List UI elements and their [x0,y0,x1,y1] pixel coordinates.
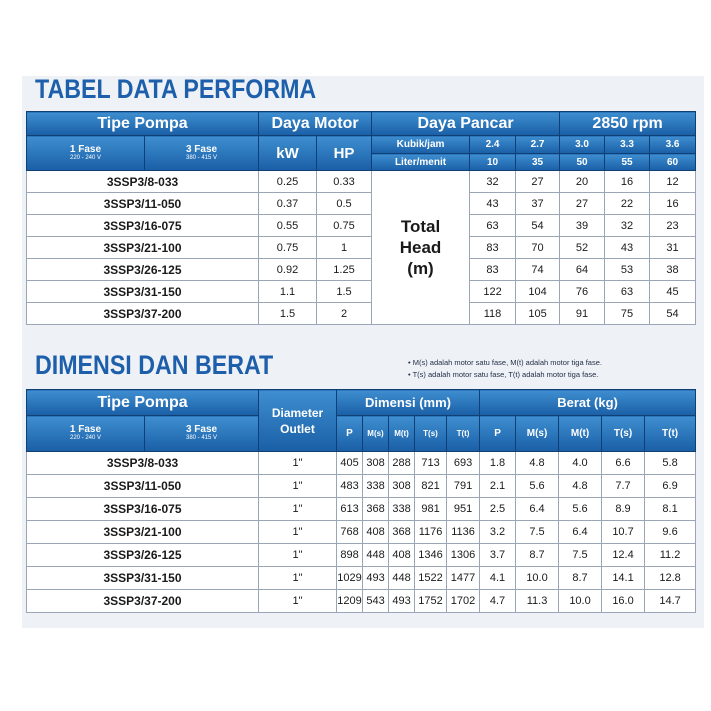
weight-value: 7.5 [516,521,559,544]
motor-kw: 0.25 [259,171,317,193]
col-dim: M(s) [363,416,389,452]
header-kw: kW [259,136,317,171]
flow-lpm: 60 [650,154,696,171]
head-value: 43 [470,193,516,215]
header-rpm: 2850 rpm [560,112,696,136]
header-phase1: 1 Fase 220 - 240 V [27,136,145,171]
weight-value: 14.7 [645,590,696,613]
weight-value: 8.7 [516,544,559,567]
dimension-value: 1702 [447,590,480,613]
table-row [27,303,696,325]
head-value: 63 [470,215,516,237]
dimension-value: 1522 [415,567,447,590]
dimension-value: 1477 [447,567,480,590]
head-value: 22 [605,193,650,215]
weight-value: 7.7 [602,475,645,498]
col-dim: M(t) [389,416,415,452]
dimension-value: 288 [389,452,415,475]
dimension-value: 821 [415,475,447,498]
outlet-diameter: 1" [259,590,337,613]
dimension-value: 338 [389,498,415,521]
motor-kw: 1.1 [259,281,317,303]
flow-lpm: 50 [560,154,605,171]
weight-value: 4.8 [559,475,602,498]
table-row [27,544,696,567]
flow-lpm: 10 [470,154,516,171]
dimension-value: 308 [363,452,389,475]
head-value: 16 [650,193,696,215]
weight-value: 5.8 [645,452,696,475]
dimension-value: 408 [363,521,389,544]
header-flow: Daya Pancar [372,112,560,136]
weight-value: 5.6 [516,475,559,498]
header-dimensions: Dimensi (mm) [337,390,480,416]
head-value: 70 [516,237,560,259]
table-row [27,590,696,613]
dimension-value: 405 [337,452,363,475]
head-value: 20 [560,171,605,193]
motor-kw: 0.92 [259,259,317,281]
head-value: 76 [560,281,605,303]
head-value: 31 [650,237,696,259]
flow-lpm: 55 [605,154,650,171]
weight-value: 11.3 [516,590,559,613]
table-row [27,452,696,475]
head-value: 32 [605,215,650,237]
outlet-diameter: 1" [259,544,337,567]
header-pump-type: Tipe Pompa [27,390,259,416]
model-name: 3SSP3/37-200 [27,303,259,325]
weight-value: 4.0 [559,452,602,475]
dimension-value: 483 [337,475,363,498]
dimension-value: 1346 [415,544,447,567]
flow-m3: 3.0 [560,136,605,154]
dimension-value: 1176 [415,521,447,544]
col-weight: M(s) [516,416,559,452]
flow-m3: 2.4 [470,136,516,154]
head-value: 122 [470,281,516,303]
performance-title: TABEL DATA PERFORMA [35,74,317,104]
total-head-label: Total Head (m) [372,171,470,325]
head-value: 54 [650,303,696,325]
head-value: 43 [605,237,650,259]
header-motor-power: Daya Motor [259,112,372,136]
head-value: 54 [516,215,560,237]
col-weight: T(s) [602,416,645,452]
dimension-value: 338 [363,475,389,498]
weight-value: 12.8 [645,567,696,590]
dimension-value: 613 [337,498,363,521]
footnote-motor: • M(s) adalah motor satu fase, M(t) adalah motor tiga fase. [408,358,602,367]
table-row [27,475,696,498]
header-outlet: Diameter Outlet [259,390,337,452]
dimension-value: 1029 [337,567,363,590]
head-value: 27 [560,193,605,215]
weight-value: 6.9 [645,475,696,498]
model-name: 3SSP3/31-150 [27,281,259,303]
head-value: 39 [560,215,605,237]
weight-value: 11.2 [645,544,696,567]
outlet-diameter: 1" [259,498,337,521]
head-value: 63 [605,281,650,303]
table-row [27,215,696,237]
model-name: 3SSP3/8-033 [27,171,259,193]
head-value: 83 [470,259,516,281]
table-row [27,498,696,521]
weight-value: 4.7 [480,590,516,613]
head-value: 75 [605,303,650,325]
head-value: 64 [560,259,605,281]
weight-value: 3.2 [480,521,516,544]
dimension-value: 493 [389,590,415,613]
head-value: 45 [650,281,696,303]
flow-lpm: 35 [516,154,560,171]
col-dim: T(t) [447,416,480,452]
model-name: 3SSP3/26-125 [27,259,259,281]
table-row [27,171,696,193]
header-phase1: 1 Fase 220 - 240 V [27,416,145,452]
dimensions-title: DIMENSI DAN BERAT [35,350,274,380]
flow-m3: 2.7 [516,136,560,154]
weight-value: 3.7 [480,544,516,567]
weight-value: 1.8 [480,452,516,475]
dimension-value: 1136 [447,521,480,544]
header-hp: HP [317,136,372,171]
header-phase3: 3 Fase 380 - 415 V [145,416,259,452]
motor-kw: 0.75 [259,237,317,259]
weight-value: 2.5 [480,498,516,521]
model-name: 3SSP3/16-075 [27,215,259,237]
outlet-diameter: 1" [259,567,337,590]
weight-value: 10.0 [559,590,602,613]
dimension-value: 981 [415,498,447,521]
head-value: 32 [470,171,516,193]
header-flow-lpm-label: Liter/menit [372,154,470,171]
head-value: 53 [605,259,650,281]
weight-value: 10.0 [516,567,559,590]
head-value: 12 [650,171,696,193]
weight-value: 9.6 [645,521,696,544]
model-name: 3SSP3/16-075 [27,498,259,521]
head-value: 38 [650,259,696,281]
motor-hp: 0.33 [317,171,372,193]
head-value: 52 [560,237,605,259]
dimension-value: 368 [389,521,415,544]
dimension-value: 448 [389,567,415,590]
model-name: 3SSP3/21-100 [27,521,259,544]
header-pump-type: Tipe Pompa [27,112,259,136]
dimension-value: 448 [363,544,389,567]
dimension-value: 543 [363,590,389,613]
dimension-value: 1752 [415,590,447,613]
head-value: 16 [605,171,650,193]
col-weight: T(t) [645,416,696,452]
motor-hp: 1.25 [317,259,372,281]
weight-value: 8.9 [602,498,645,521]
model-name: 3SSP3/11-050 [27,475,259,498]
motor-kw: 0.37 [259,193,317,215]
dimension-value: 898 [337,544,363,567]
model-name: 3SSP3/31-150 [27,567,259,590]
table-row [27,193,696,215]
model-name: 3SSP3/26-125 [27,544,259,567]
header-phase3: 3 Fase 380 - 415 V [145,136,259,171]
flow-m3: 3.3 [605,136,650,154]
weight-value: 2.1 [480,475,516,498]
weight-value: 16.0 [602,590,645,613]
footnotes [408,357,602,381]
motor-hp: 0.75 [317,215,372,237]
motor-kw: 1.5 [259,303,317,325]
weight-value: 8.1 [645,498,696,521]
dimension-value: 791 [447,475,480,498]
footnote-total: • T(s) adalah motor satu fase, T(t) adalah motor tiga fase. [408,370,599,379]
weight-value: 6.4 [516,498,559,521]
weight-value: 8.7 [559,567,602,590]
dimension-value: 693 [447,452,480,475]
outlet-diameter: 1" [259,521,337,544]
table-row [27,237,696,259]
head-value: 37 [516,193,560,215]
model-name: 3SSP3/21-100 [27,237,259,259]
weight-value: 12.4 [602,544,645,567]
motor-kw: 0.55 [259,215,317,237]
dimension-value: 768 [337,521,363,544]
dimension-value: 308 [389,475,415,498]
header-weight: Berat (kg) [480,390,696,416]
weight-value: 7.5 [559,544,602,567]
col-dim: P [337,416,363,452]
dimension-value: 408 [389,544,415,567]
weight-value: 4.8 [516,452,559,475]
weight-value: 10.7 [602,521,645,544]
outlet-diameter: 1" [259,452,337,475]
col-dim: T(s) [415,416,447,452]
dimension-value: 1209 [337,590,363,613]
table-row [27,521,696,544]
table-row [27,567,696,590]
weight-value: 14.1 [602,567,645,590]
table-row [27,259,696,281]
dimension-value: 493 [363,567,389,590]
model-name: 3SSP3/37-200 [27,590,259,613]
head-value: 74 [516,259,560,281]
outlet-diameter: 1" [259,475,337,498]
model-name: 3SSP3/8-033 [27,452,259,475]
head-value: 23 [650,215,696,237]
table-row [27,281,696,303]
dimension-value: 1306 [447,544,480,567]
dimensions-table [26,389,696,613]
col-weight: P [480,416,516,452]
performance-table [26,111,696,325]
head-value: 104 [516,281,560,303]
head-value: 105 [516,303,560,325]
weight-value: 5.6 [559,498,602,521]
dimension-value: 951 [447,498,480,521]
header-flow-m3-label: Kubik/jam [372,136,470,154]
weight-value: 4.1 [480,567,516,590]
motor-hp: 1 [317,237,372,259]
model-name: 3SSP3/11-050 [27,193,259,215]
dimension-value: 368 [363,498,389,521]
col-weight: M(t) [559,416,602,452]
weight-value: 6.6 [602,452,645,475]
dimension-value: 713 [415,452,447,475]
weight-value: 6.4 [559,521,602,544]
head-value: 118 [470,303,516,325]
motor-hp: 2 [317,303,372,325]
head-value: 83 [470,237,516,259]
flow-m3: 3.6 [650,136,696,154]
motor-hp: 0.5 [317,193,372,215]
motor-hp: 1.5 [317,281,372,303]
head-value: 27 [516,171,560,193]
head-value: 91 [560,303,605,325]
